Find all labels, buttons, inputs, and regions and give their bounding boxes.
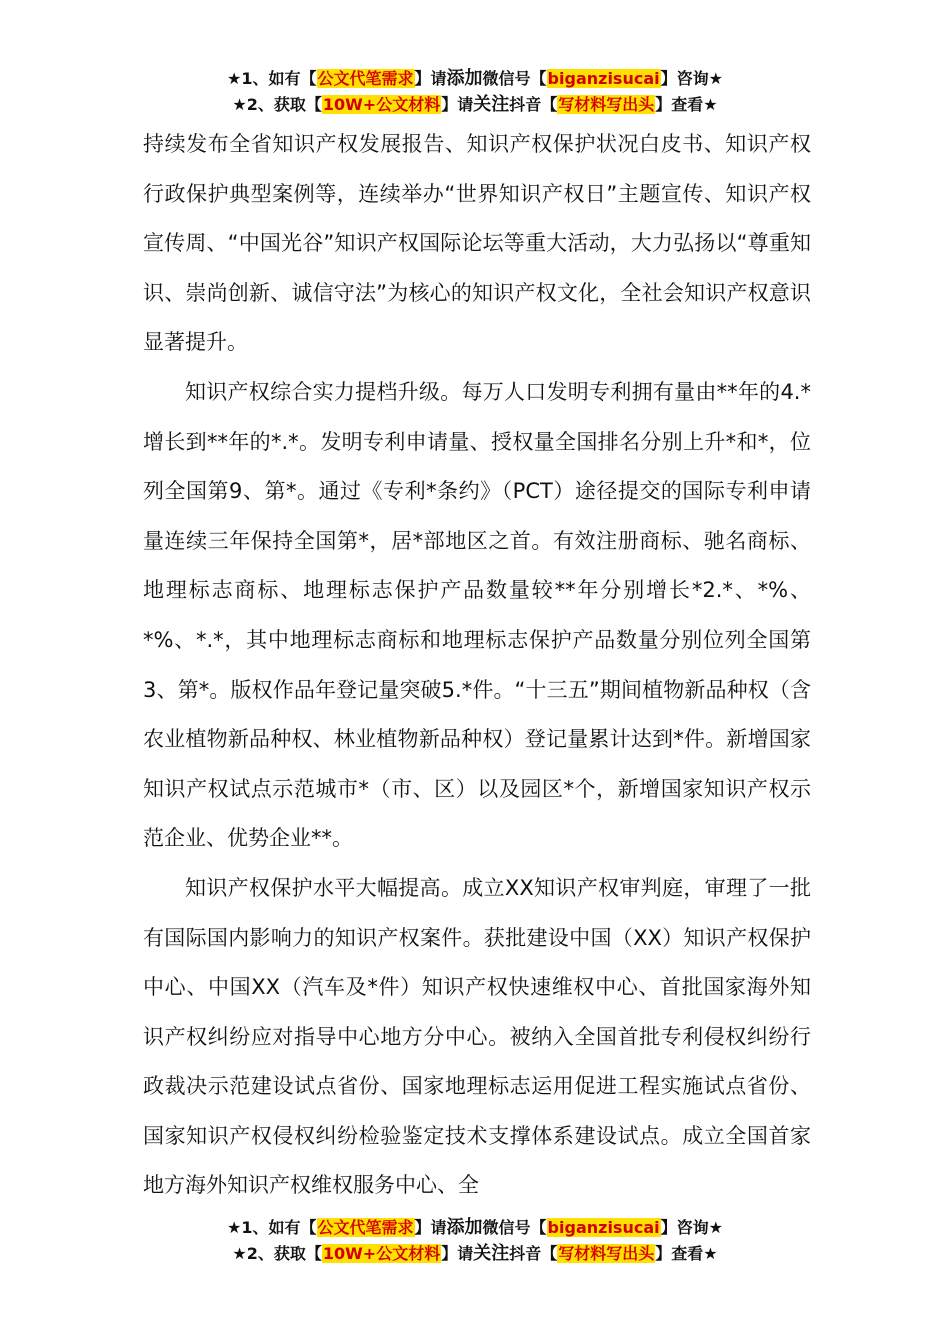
highlight-materials: 10W+公文材料 [322, 1244, 441, 1263]
highlight-service: 公文代笔需求 [317, 1218, 414, 1237]
banner-text: 】请 [414, 69, 447, 88]
banner-emphasis: 添加 [446, 68, 483, 89]
highlight-wechat-id: biganzisucai [547, 1218, 660, 1237]
paragraph-3: 知识产权保护水平大幅提高。成立XX知识产权审判庭，审理了一批有国际国内影响力的知识产权案件。获批建设中国（XX）知识产权保护中心、中国XX（汽车及*件）知识产权快速维权中心、首批国家海外知识产权纠纷应对指导中心地方分中心。被纳入全国首批专利侵权纠纷行政裁决示范建设试点省份、国家地理标志运用促进工程实施试点省份、国家知识产权侵权纠纷检验鉴定技术支撑体系建设试点。成立全国首家地方海外知识产权维权服务中心、全 [143, 875, 811, 1198]
banner-emphasis: 关注 [473, 1243, 510, 1264]
highlight-materials: 10W+公文材料 [322, 95, 441, 114]
banner-text: 抖音【 [509, 95, 558, 114]
paragraph-1: 持续发布全省知识产权发展报告、知识产权保护状况白皮书、知识产权行政保护典型案例等，连续举办“世界知识产权日”主题宣传、知识产权宣传周、“中国光谷”知识产权国际论坛等重大活动，大力弘扬以“尊重知识、崇尚创新、诚信守法”为核心的知识产权文化，全社会知识产权意识显著提升。 [143, 132, 811, 355]
header-banner [0, 66, 950, 118]
banner-line-2 [0, 1241, 950, 1267]
banner-emphasis: 关注 [473, 94, 510, 115]
footer-banner [0, 1215, 950, 1267]
banner-line-2 [0, 92, 950, 118]
highlight-wechat-id: biganzisucai [547, 69, 660, 88]
banner-text: 抖音【 [509, 1244, 558, 1263]
paragraph-2: 知识产权综合实力提档升级。每万人口发明专利拥有量由**年的4.*增长到**年的*.*。发明专利申请量、授权量全国排名分别上升*和*，位列全国第9、第*。通过《专利*条约》（PCT）途径提交的国际专利申请量连续三年保持全国第*，居*部地区之首。有效注册商标、驰名商标、地理标志商标、地理标志保护产品数量较**年分别增长*2.*、*%、*%、*.*，其中地理标志商标和地理标志保护产品数量分别位列全国第3、第*。版权作品年登记量突破5.*件。“十三五”期间植物新品种权（含农业植物新品种权、林业植物新品种权）登记量累计达到*件。新增国家知识产权试点示范城市*（市、区）以及园区*个，新增国家知识产权示范企业、优势企业**。 [143, 379, 811, 851]
banner-text: 微信号【 [482, 69, 547, 88]
banner-text: ★2、获取【 [232, 95, 322, 114]
banner-text: 微信号【 [482, 1218, 547, 1237]
banner-text: 】请 [414, 1218, 447, 1237]
banner-line-1 [0, 1215, 950, 1241]
banner-text: ★2、获取【 [232, 1244, 322, 1263]
banner-text: 】咨询★ [660, 1218, 723, 1237]
banner-text: 】查看★ [655, 95, 718, 114]
banner-line-1 [0, 66, 950, 92]
banner-text: 】咨询★ [660, 69, 723, 88]
document-body [143, 120, 811, 1211]
banner-text: ★1、如有【 [227, 69, 317, 88]
highlight-douyin: 写材料写出头 [558, 1244, 655, 1263]
banner-text: 】查看★ [655, 1244, 718, 1263]
highlight-douyin: 写材料写出头 [558, 95, 655, 114]
banner-text: ★1、如有【 [227, 1218, 317, 1237]
banner-emphasis: 添加 [446, 1217, 483, 1238]
banner-text: 】请 [441, 1244, 474, 1263]
highlight-service: 公文代笔需求 [317, 69, 414, 88]
banner-text: 】请 [441, 95, 474, 114]
